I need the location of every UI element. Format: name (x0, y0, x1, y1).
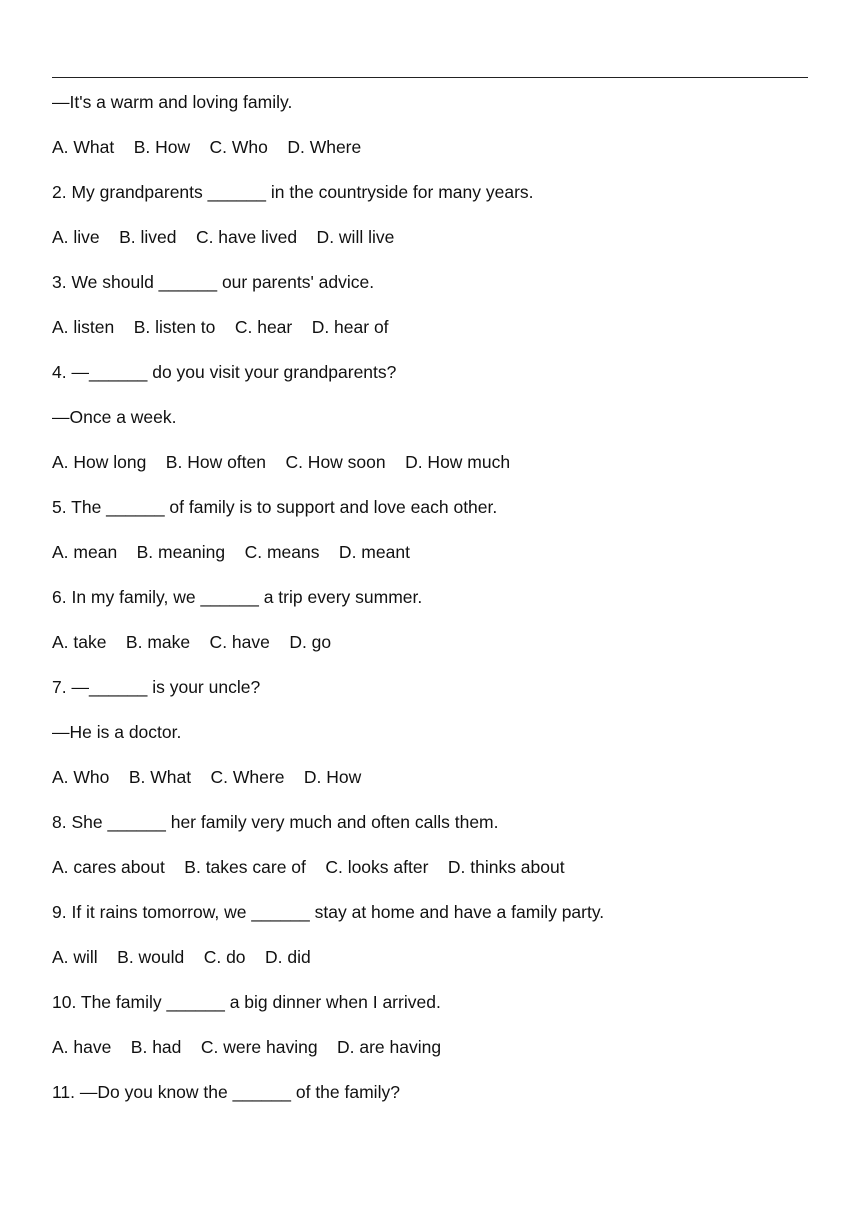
question-line: 3. We should ______ our parents' advice. (52, 272, 375, 292)
answer-options: A. Who B. What C. Where D. How (52, 767, 362, 787)
dialogue-line: —He is a doctor. (52, 722, 182, 742)
question-line: 2. My grandparents ______ in the countryside for many years. (52, 182, 534, 202)
question-line: —It's a warm and loving family. (52, 92, 293, 112)
question-line: 6. In my family, we ______ a trip every summer. (52, 587, 423, 607)
dialogue-line: —Once a week. (52, 407, 177, 427)
answer-options: A. How long B. How often C. How soon D. How much (52, 452, 511, 472)
question-line: 10. The family ______ a big dinner when I arrived. (52, 992, 441, 1012)
question-list (52, 88, 808, 1123)
question-line: 7. —______ is your uncle? (52, 677, 261, 697)
question-line: 9. If it rains tomorrow, we ______ stay at home and have a family party. (52, 902, 605, 922)
answer-options: A. cares about B. takes care of C. looks after D. thinks about (52, 857, 565, 877)
answer-options: A. listen B. listen to C. hear D. hear of (52, 317, 389, 337)
answer-options: A. will B. would C. do D. did (52, 947, 311, 967)
answer-options: A. What B. How C. Who D. Where (52, 137, 362, 157)
header-rule (52, 77, 808, 78)
answer-options: A. live B. lived C. have lived D. will live (52, 227, 395, 247)
answer-options: A. have B. had C. were having D. are having (52, 1037, 442, 1057)
question-line: 11. —Do you know the ______ of the family? (52, 1082, 400, 1102)
answer-options: A. mean B. meaning C. means D. meant (52, 542, 410, 562)
answer-options: A. take B. make C. have D. go (52, 632, 332, 652)
question-line: 5. The ______ of family is to support and love each other. (52, 497, 498, 517)
question-line: 8. She ______ her family very much and often calls them. (52, 812, 499, 832)
question-line: 4. —______ do you visit your grandparents? (52, 362, 397, 382)
